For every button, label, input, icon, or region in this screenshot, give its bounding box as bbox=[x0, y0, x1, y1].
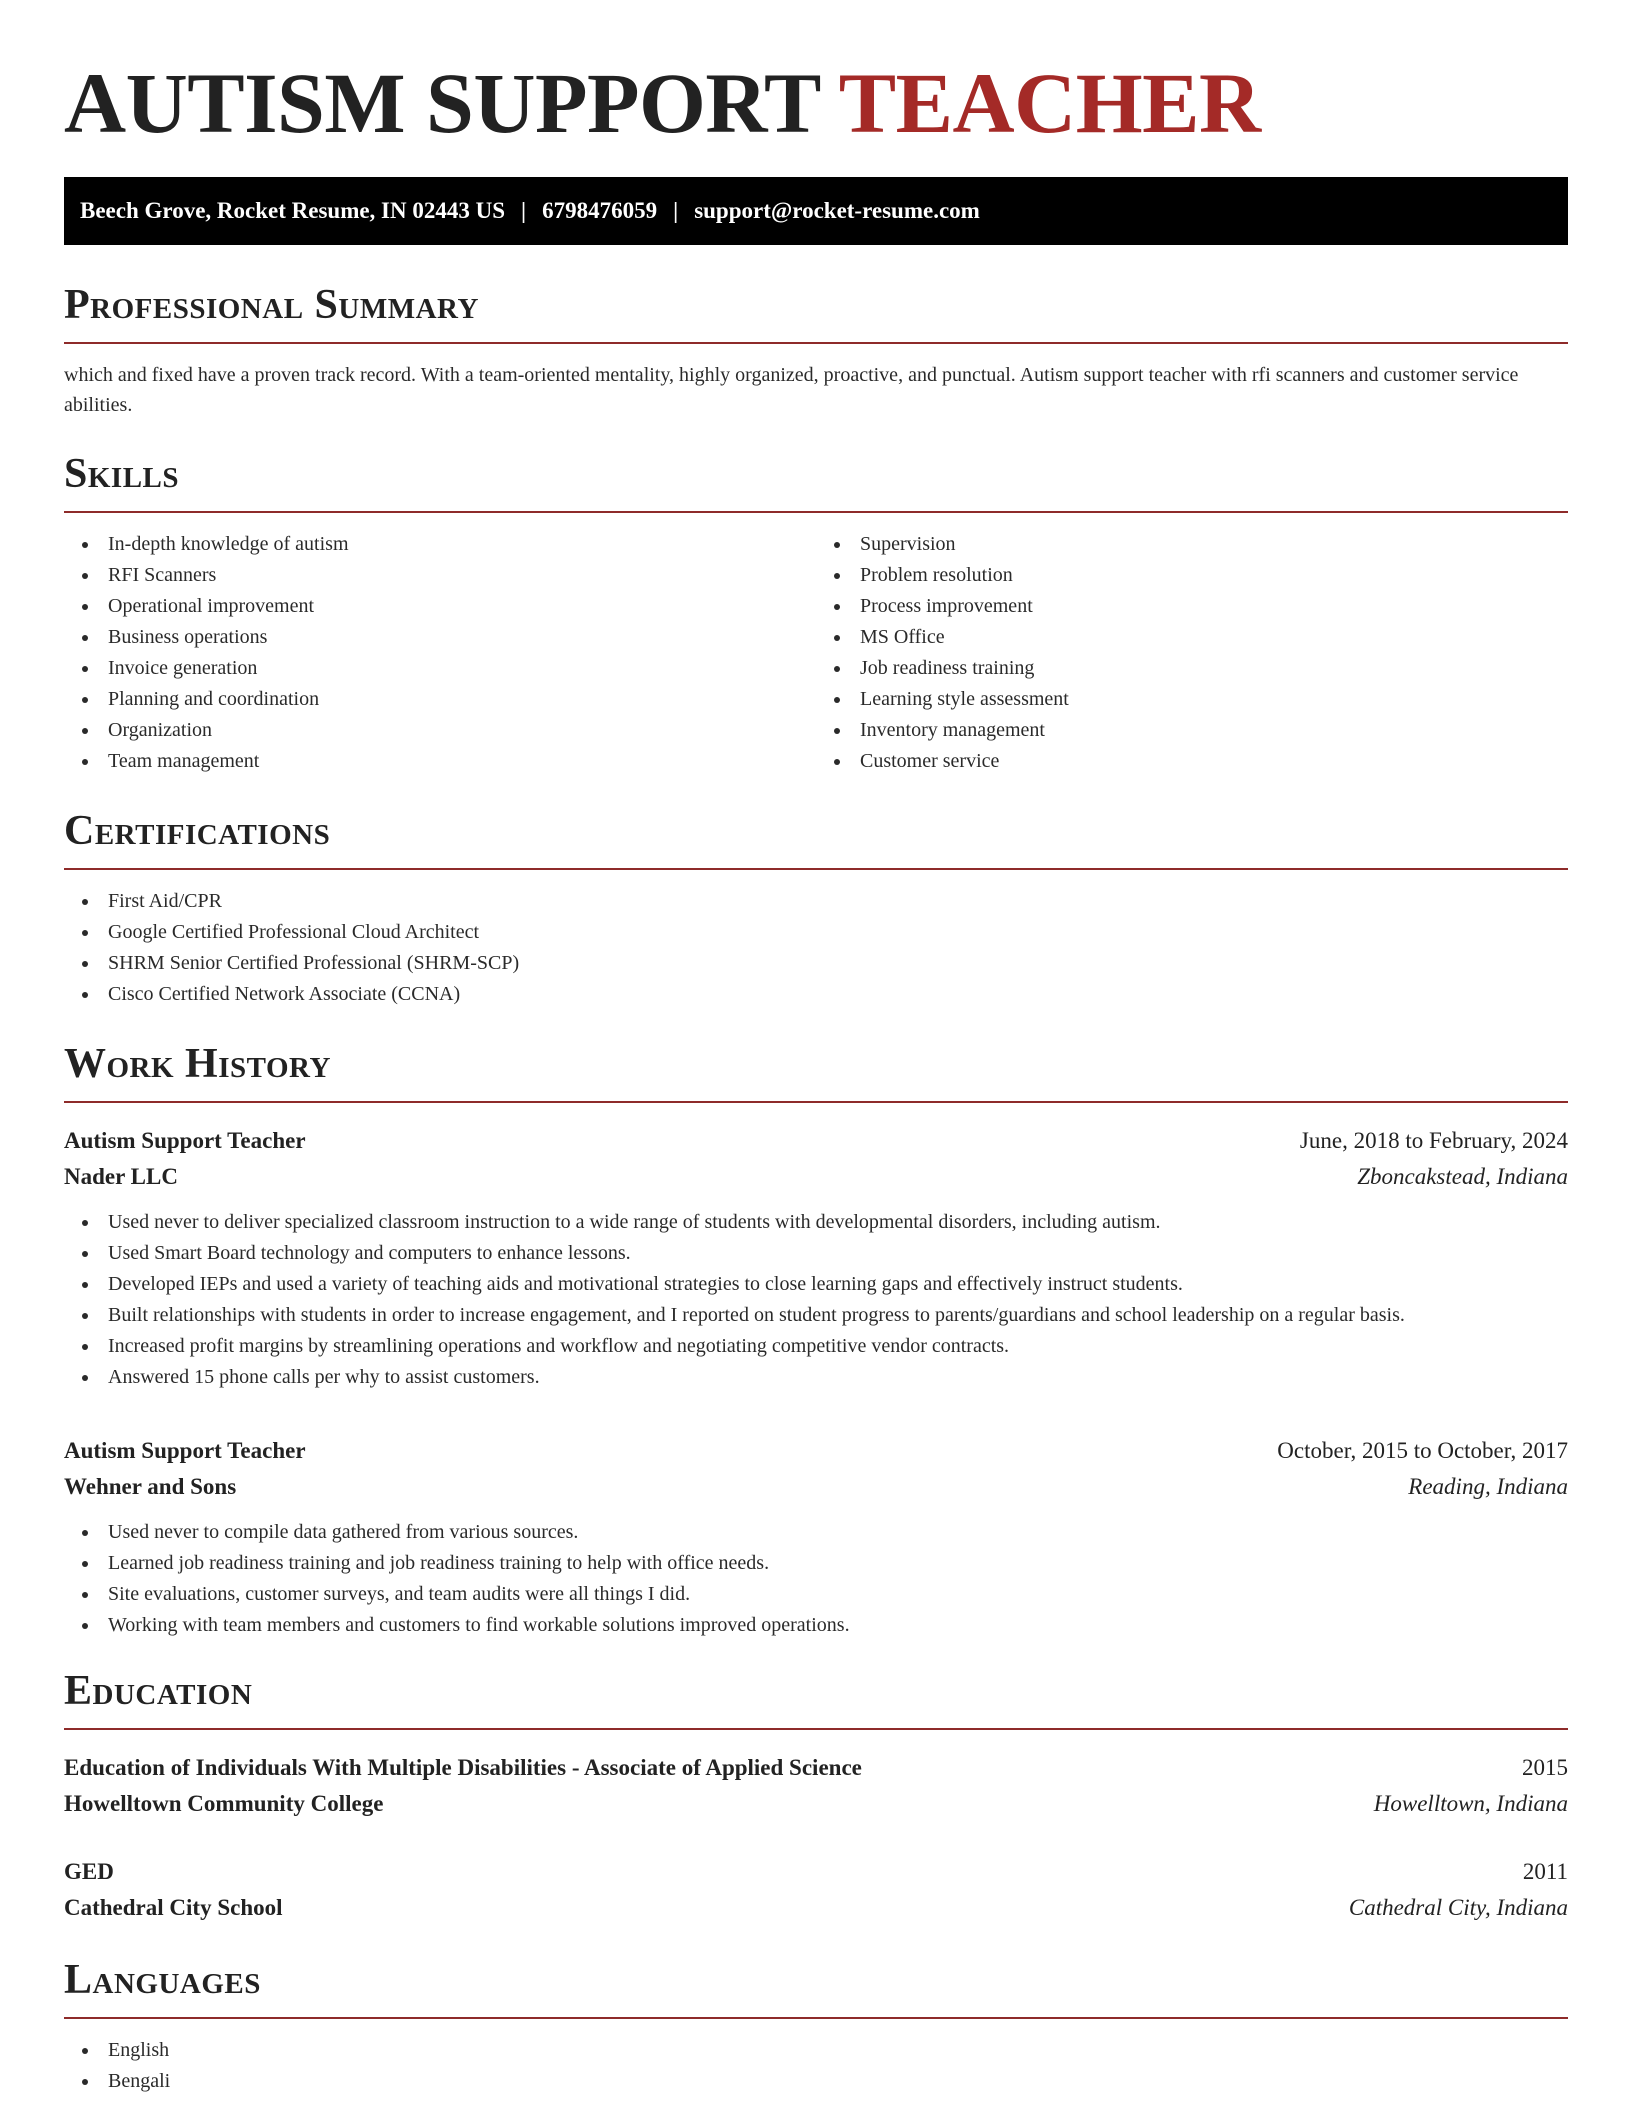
job-role: Autism Support Teacher bbox=[64, 1128, 306, 1153]
skill-item: Learning style assessment bbox=[816, 684, 1568, 715]
certifications-list bbox=[64, 886, 1568, 1010]
job-bullets bbox=[64, 1207, 1568, 1393]
skill-item: Supervision bbox=[816, 529, 1568, 560]
job-bullet: Answered 15 phone calls per why to assist customers. bbox=[64, 1362, 1568, 1393]
skill-item: MS Office bbox=[816, 622, 1568, 653]
contact-email[interactable]: support@rocket-resume.com bbox=[694, 198, 980, 223]
section-title-languages: Languages bbox=[64, 1957, 261, 2003]
section-title-education: Education bbox=[64, 1668, 253, 1714]
skill-item: In-depth knowledge of autism bbox=[64, 529, 816, 560]
name-part-accent: TEACHER bbox=[838, 55, 1261, 151]
education-degree: GED bbox=[64, 1859, 114, 1884]
languages-section bbox=[64, 1958, 1568, 2097]
job-bullet: Site evaluations, customer surveys, and team audits were all things I did. bbox=[64, 1579, 1568, 1610]
job-entry bbox=[64, 1123, 1568, 1393]
education-entry bbox=[64, 1750, 1568, 1822]
work-history-section bbox=[64, 1042, 1568, 1641]
education-school-row bbox=[64, 1890, 1568, 1926]
skill-item: Team management bbox=[64, 746, 816, 777]
job-bullet: Learned job readiness training and job readiness training to help with office needs. bbox=[64, 1548, 1568, 1579]
skills-list-right bbox=[816, 529, 1568, 777]
job-bullet: Built relationships with students in order to increase engagement, and I reported on student progress to parents/guardians and school leadership on a regular basis. bbox=[64, 1300, 1568, 1331]
job-dates: October, 2015 to October, 2017 bbox=[1277, 1438, 1568, 1463]
summary-section bbox=[64, 283, 1568, 420]
job-bullet: Increased profit margins by streamlining operations and workflow and negotiating competitive vendor contracts. bbox=[64, 1331, 1568, 1362]
skill-item: Business operations bbox=[64, 622, 816, 653]
education-section bbox=[64, 1669, 1568, 1926]
job-role: Autism Support Teacher bbox=[64, 1438, 306, 1463]
section-title-work-history: Work History bbox=[64, 1041, 331, 1087]
education-degree-row bbox=[64, 1750, 1568, 1786]
resume-name bbox=[64, 0, 1568, 151]
education-year: 2015 bbox=[1522, 1755, 1568, 1780]
certification-item: First Aid/CPR bbox=[64, 886, 1568, 917]
summary-text: which and fixed have a proven track record. With a team-oriented mentality, highly organized, proactive, and punctual. Autism support teacher with rfi scanners and customer service abilities. bbox=[64, 364, 1519, 416]
education-location: Cathedral City, Indiana bbox=[1348, 1895, 1568, 1920]
job-company-row bbox=[64, 1469, 1568, 1505]
skill-item: Inventory management bbox=[816, 715, 1568, 746]
skills-section bbox=[64, 452, 1568, 777]
section-divider bbox=[64, 1101, 1568, 1103]
languages-list bbox=[64, 2035, 1568, 2097]
job-bullet: Used never to deliver specialized classroom instruction to a wide range of students with developmental disorders, including autism. bbox=[64, 1207, 1568, 1238]
education-degree-row bbox=[64, 1854, 1568, 1890]
education-year: 2011 bbox=[1522, 1859, 1568, 1884]
job-header-row bbox=[64, 1433, 1568, 1469]
section-title-certifications: Certifications bbox=[64, 808, 331, 854]
job-bullets bbox=[64, 1517, 1568, 1641]
job-bullet: Developed IEPs and used a variety of teaching aids and motivational strategies to close learning gaps and effectively instruct students. bbox=[64, 1269, 1568, 1300]
section-divider bbox=[64, 1728, 1568, 1730]
job-location: Zboncakstead, Indiana bbox=[1357, 1164, 1568, 1189]
certification-item: Cisco Certified Network Associate (CCNA) bbox=[64, 979, 1568, 1010]
language-item: English bbox=[64, 2035, 1568, 2066]
education-school: Howelltown Community College bbox=[64, 1791, 384, 1816]
contact-separator: | bbox=[673, 198, 679, 223]
certification-item: Google Certified Professional Cloud Architect bbox=[64, 917, 1568, 948]
certifications-section bbox=[64, 809, 1568, 1010]
skill-item: Planning and coordination bbox=[64, 684, 816, 715]
skill-item: Job readiness training bbox=[816, 653, 1568, 684]
job-bullet: Used never to compile data gathered from various sources. bbox=[64, 1517, 1568, 1548]
job-entry bbox=[64, 1433, 1568, 1641]
education-entry bbox=[64, 1854, 1568, 1926]
skill-item: Invoice generation bbox=[64, 653, 816, 684]
contact-phone: 6798476059 bbox=[542, 198, 658, 223]
job-header-row bbox=[64, 1123, 1568, 1159]
section-divider bbox=[64, 342, 1568, 344]
job-company: Nader LLC bbox=[64, 1164, 178, 1189]
education-school-row bbox=[64, 1786, 1568, 1822]
certification-item: SHRM Senior Certified Professional (SHRM-SCP) bbox=[64, 948, 1568, 979]
job-bullet: Used Smart Board technology and computers to enhance lessons. bbox=[64, 1238, 1568, 1269]
skill-item: Customer service bbox=[816, 746, 1568, 777]
job-bullet: Working with team members and customers to find workable solutions improved operations. bbox=[64, 1610, 1568, 1641]
job-company-row bbox=[64, 1159, 1568, 1195]
skills-grid bbox=[64, 513, 1568, 777]
skill-item: Operational improvement bbox=[64, 591, 816, 622]
section-divider bbox=[64, 868, 1568, 870]
skills-list-left bbox=[64, 529, 816, 777]
section-divider bbox=[64, 2017, 1568, 2019]
job-location: Reading, Indiana bbox=[1408, 1474, 1568, 1499]
name-part-main: AUTISM SUPPORT bbox=[64, 55, 820, 151]
section-title-summary: Professional Summary bbox=[64, 282, 479, 328]
education-location: Howelltown, Indiana bbox=[1373, 1791, 1568, 1816]
skill-item: Process improvement bbox=[816, 591, 1568, 622]
skill-item: RFI Scanners bbox=[64, 560, 816, 591]
job-dates: June, 2018 to February, 2024 bbox=[1299, 1128, 1568, 1153]
language-item: Bengali bbox=[64, 2066, 1568, 2097]
education-school: Cathedral City School bbox=[64, 1895, 283, 1920]
section-title-skills: Skills bbox=[64, 451, 180, 497]
skill-item: Organization bbox=[64, 715, 816, 746]
contact-separator: | bbox=[521, 198, 527, 223]
education-degree: Education of Individuals With Multiple Disabilities - Associate of Applied Science bbox=[64, 1755, 862, 1780]
skill-item: Problem resolution bbox=[816, 560, 1568, 591]
contact-address: Beech Grove, Rocket Resume, IN 02443 US bbox=[80, 198, 506, 223]
contact-bar bbox=[64, 177, 1568, 245]
job-company: Wehner and Sons bbox=[64, 1474, 237, 1499]
